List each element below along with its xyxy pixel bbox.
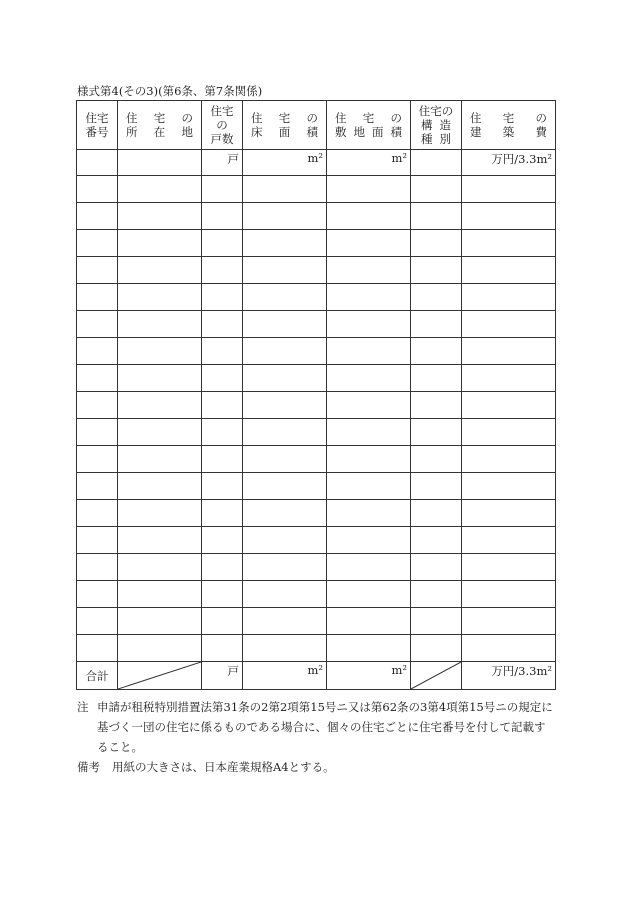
cell-construction-cost[interactable] xyxy=(462,419,556,446)
cell-location[interactable] xyxy=(118,527,202,554)
remark-text: 用紙の大きさは、日本産業規格A4とする。 xyxy=(112,760,335,774)
cell-construction-cost[interactable] xyxy=(462,365,556,392)
cell-construction-cost[interactable] xyxy=(462,446,556,473)
cell-construction-cost[interactable] xyxy=(462,473,556,500)
cell-site-area[interactable] xyxy=(327,230,411,257)
cell-house-number[interactable] xyxy=(77,581,118,608)
cell-site-area[interactable] xyxy=(327,365,411,392)
cell-structure-type[interactable] xyxy=(411,203,462,230)
form-title: 様式第4(その3)(第6条、第7条関係) xyxy=(77,84,263,98)
cell-unit-count[interactable] xyxy=(202,257,243,284)
cell-location[interactable] xyxy=(118,365,202,392)
cell-structure-type[interactable] xyxy=(411,473,462,500)
note xyxy=(77,697,555,757)
cell-structure-type[interactable] xyxy=(411,581,462,608)
table-row xyxy=(77,500,556,527)
cell-house-number[interactable] xyxy=(77,608,118,635)
cell-construction-cost[interactable] xyxy=(462,608,556,635)
header-house-number: 住宅 番号 xyxy=(77,101,118,150)
cell-house-number[interactable] xyxy=(77,176,118,203)
total-construction-cost-unit[interactable]: 万円/3.3m² xyxy=(462,662,556,690)
cell-house-number[interactable] xyxy=(77,365,118,392)
cell-site-area[interactable] xyxy=(327,392,411,419)
table-row xyxy=(77,365,556,392)
cell-unit-count[interactable] xyxy=(202,284,243,311)
application-table xyxy=(76,100,556,690)
cell-construction-cost[interactable] xyxy=(462,230,556,257)
cell-location[interactable] xyxy=(118,176,202,203)
table-row xyxy=(77,338,556,365)
cell-location[interactable] xyxy=(118,338,202,365)
cell-unit-count[interactable] xyxy=(202,419,243,446)
table-row xyxy=(77,419,556,446)
cell-site-area[interactable] xyxy=(327,608,411,635)
cell-floor-area[interactable] xyxy=(243,527,327,554)
cell-unit-count[interactable] xyxy=(202,203,243,230)
header-floor-area: 住 宅 の 床 面 積 xyxy=(243,101,327,150)
cell-unit-count[interactable] xyxy=(202,338,243,365)
cell-site-area[interactable] xyxy=(327,338,411,365)
total-site-area-unit[interactable]: m² xyxy=(327,662,411,690)
table-row xyxy=(77,284,556,311)
cell-house-number[interactable] xyxy=(77,150,118,176)
cell-house-number[interactable] xyxy=(77,554,118,581)
cell-house-number[interactable] xyxy=(77,635,118,662)
total-row xyxy=(77,662,556,690)
cell-location[interactable] xyxy=(118,230,202,257)
cell-site-area[interactable] xyxy=(327,311,411,338)
cell-house-number[interactable] xyxy=(77,446,118,473)
cell-structure-type[interactable] xyxy=(411,446,462,473)
cell-unit-count[interactable] xyxy=(202,608,243,635)
cell-site-area[interactable] xyxy=(327,500,411,527)
cell-floor-area[interactable] xyxy=(243,500,327,527)
unit-row xyxy=(77,150,556,176)
cell-floor-area[interactable] xyxy=(243,581,327,608)
cell-unit-count[interactable] xyxy=(202,176,243,203)
header-unit-count: 住宅 の 戸数 xyxy=(202,101,243,150)
cell-site-area[interactable] xyxy=(327,635,411,662)
table-row xyxy=(77,581,556,608)
table-row xyxy=(77,230,556,257)
table-row xyxy=(77,608,556,635)
cell-structure-type[interactable] xyxy=(411,419,462,446)
cell-construction-cost[interactable] xyxy=(462,338,556,365)
cell-unit-count[interactable] xyxy=(202,473,243,500)
cell-construction-cost[interactable] xyxy=(462,554,556,581)
cell-site-area[interactable] xyxy=(327,446,411,473)
table-row xyxy=(77,203,556,230)
cell-house-number[interactable] xyxy=(77,230,118,257)
note-mark: 注 xyxy=(77,700,89,714)
cell-house-number[interactable] xyxy=(77,311,118,338)
cell-construction-cost[interactable] xyxy=(462,176,556,203)
site-area-unit[interactable]: m² xyxy=(327,150,411,176)
cell-location[interactable] xyxy=(118,203,202,230)
cell-house-number[interactable] xyxy=(77,284,118,311)
cell-structure-type[interactable] xyxy=(411,176,462,203)
cell-unit-count[interactable] xyxy=(202,365,243,392)
cell-site-area[interactable] xyxy=(327,554,411,581)
floor-area-unit[interactable]: m² xyxy=(243,150,327,176)
cell-house-number[interactable] xyxy=(77,392,118,419)
diagonal-slash-icon xyxy=(118,662,201,689)
cell-site-area[interactable] xyxy=(327,581,411,608)
cell-house-number[interactable] xyxy=(77,500,118,527)
table-row xyxy=(77,311,556,338)
cell-house-number[interactable] xyxy=(77,338,118,365)
cell-structure-type[interactable] xyxy=(411,338,462,365)
header-structure-type: 住宅の 構 造 種 別 xyxy=(411,101,462,150)
cell-location[interactable] xyxy=(118,473,202,500)
cell-floor-area[interactable] xyxy=(243,392,327,419)
cell-floor-area[interactable] xyxy=(243,554,327,581)
cell-structure-type[interactable] xyxy=(411,150,462,176)
cell-location[interactable] xyxy=(118,419,202,446)
cell-location[interactable] xyxy=(118,311,202,338)
cell-location[interactable] xyxy=(118,635,202,662)
cell-structure-type[interactable] xyxy=(411,608,462,635)
table-row xyxy=(77,446,556,473)
cell-house-number[interactable] xyxy=(77,419,118,446)
header-row xyxy=(77,101,556,150)
cell-structure-type[interactable] xyxy=(411,392,462,419)
table-row xyxy=(77,473,556,500)
remark-mark: 備考 xyxy=(77,760,100,774)
cell-location[interactable] xyxy=(118,500,202,527)
cell-structure-type[interactable] xyxy=(411,635,462,662)
cell-location[interactable] xyxy=(118,608,202,635)
cell-house-number[interactable] xyxy=(77,203,118,230)
cell-floor-area[interactable] xyxy=(243,338,327,365)
cell-floor-area[interactable] xyxy=(243,635,327,662)
header-location: 住 宅 の 所 在 地 xyxy=(118,101,202,150)
cell-floor-area[interactable] xyxy=(243,365,327,392)
cell-structure-type[interactable] xyxy=(411,365,462,392)
cell-site-area[interactable] xyxy=(327,419,411,446)
total-label: 合計 xyxy=(77,662,118,690)
cell-construction-cost[interactable] xyxy=(462,257,556,284)
cell-location[interactable] xyxy=(118,446,202,473)
cell-site-area[interactable] xyxy=(327,203,411,230)
cell-location[interactable] xyxy=(118,554,202,581)
table-row xyxy=(77,554,556,581)
cell-structure-type[interactable] xyxy=(411,554,462,581)
total-unit-count-unit[interactable]: 戸 xyxy=(202,662,243,690)
cell-floor-area[interactable] xyxy=(243,419,327,446)
cell-floor-area[interactable] xyxy=(243,608,327,635)
construction-cost-unit[interactable]: 万円/3.3m² xyxy=(462,150,556,176)
table-row xyxy=(77,392,556,419)
cell-location[interactable] xyxy=(118,284,202,311)
cell-site-area[interactable] xyxy=(327,473,411,500)
cell-floor-area[interactable] xyxy=(243,473,327,500)
cell-floor-area[interactable] xyxy=(243,257,327,284)
table-row xyxy=(77,176,556,203)
cell-structure-type[interactable] xyxy=(411,230,462,257)
cell-site-area[interactable] xyxy=(327,527,411,554)
cell-structure-type[interactable] xyxy=(411,257,462,284)
cell-house-number[interactable] xyxy=(77,257,118,284)
cell-floor-area[interactable] xyxy=(243,284,327,311)
cell-construction-cost[interactable] xyxy=(462,203,556,230)
cell-location[interactable] xyxy=(118,150,202,176)
cell-unit-count[interactable] xyxy=(202,554,243,581)
cell-floor-area[interactable] xyxy=(243,176,327,203)
remark xyxy=(77,757,555,777)
cell-site-area[interactable] xyxy=(327,176,411,203)
cell-unit-count[interactable] xyxy=(202,446,243,473)
cell-construction-cost[interactable] xyxy=(462,311,556,338)
cell-structure-type[interactable] xyxy=(411,527,462,554)
cell-construction-cost[interactable] xyxy=(462,581,556,608)
cell-unit-count[interactable] xyxy=(202,581,243,608)
cell-floor-area[interactable] xyxy=(243,203,327,230)
cell-location[interactable] xyxy=(118,257,202,284)
cell-structure-type[interactable] xyxy=(411,284,462,311)
total-floor-area-unit[interactable]: m² xyxy=(243,662,327,690)
cell-structure-type[interactable] xyxy=(411,311,462,338)
cell-site-area[interactable] xyxy=(327,284,411,311)
cell-house-number[interactable] xyxy=(77,473,118,500)
note-text: 申請が租税特別措置法第31条の2第2項第15号ニ又は第62条の3第4項第15号ニの規定に基づく一団の住宅に係るものである場合に、個々の住宅ごとに住宅番号を付して記載すること。 xyxy=(97,700,553,754)
cell-construction-cost[interactable] xyxy=(462,500,556,527)
cell-unit-count[interactable] xyxy=(202,311,243,338)
cell-construction-cost[interactable] xyxy=(462,635,556,662)
cell-floor-area[interactable] xyxy=(243,446,327,473)
cell-house-number[interactable] xyxy=(77,527,118,554)
diagonal-slash-icon xyxy=(411,662,461,689)
notes xyxy=(77,697,555,777)
cell-unit-count[interactable] xyxy=(202,527,243,554)
table-row xyxy=(77,257,556,284)
cell-unit-count[interactable] xyxy=(202,392,243,419)
table-row xyxy=(77,527,556,554)
unit-count-unit[interactable]: 戸 xyxy=(202,150,243,176)
total-structure-crossed xyxy=(411,662,462,690)
cell-construction-cost[interactable] xyxy=(462,392,556,419)
cell-unit-count[interactable] xyxy=(202,635,243,662)
cell-structure-type[interactable] xyxy=(411,500,462,527)
table-row xyxy=(77,635,556,662)
total-location-crossed xyxy=(118,662,202,690)
cell-floor-area[interactable] xyxy=(243,311,327,338)
cell-location[interactable] xyxy=(118,392,202,419)
cell-floor-area[interactable] xyxy=(243,230,327,257)
cell-unit-count[interactable] xyxy=(202,500,243,527)
header-construction-cost: 住 宅 の 建 築 費 xyxy=(462,101,556,150)
header-site-area: 住 宅 の 敷 地 面 積 xyxy=(327,101,411,150)
cell-unit-count[interactable] xyxy=(202,230,243,257)
cell-location[interactable] xyxy=(118,581,202,608)
cell-site-area[interactable] xyxy=(327,257,411,284)
cell-construction-cost[interactable] xyxy=(462,527,556,554)
cell-construction-cost[interactable] xyxy=(462,284,556,311)
